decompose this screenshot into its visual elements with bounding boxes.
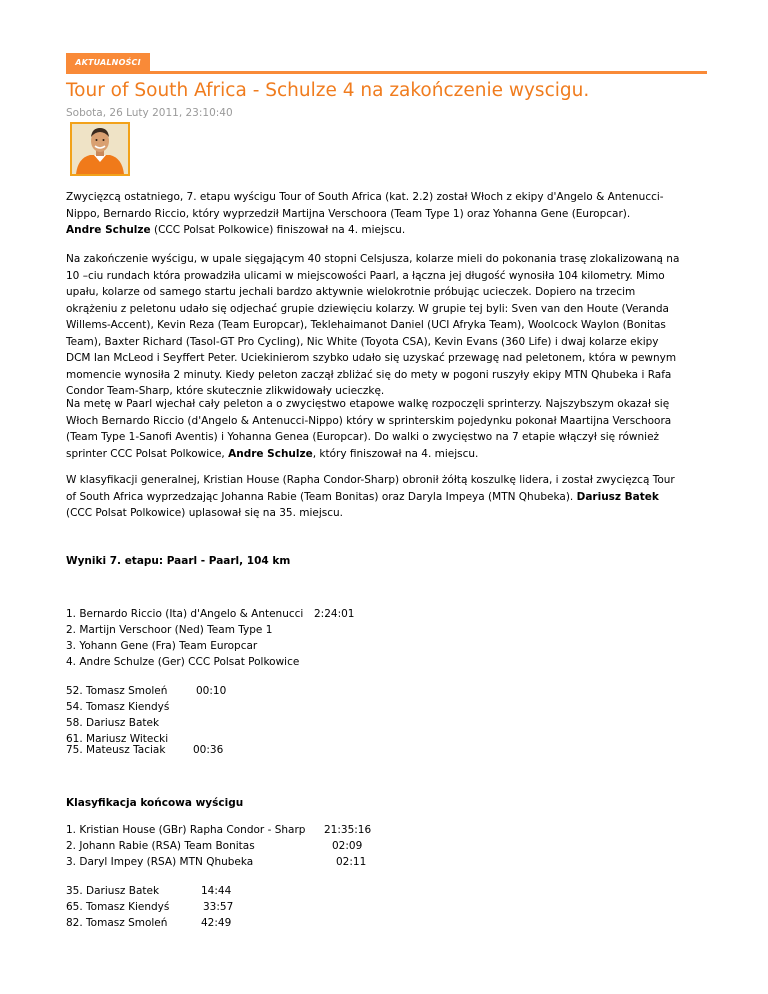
stage-polish-row: 52. Tomasz Smoleń [66,685,168,697]
p3-text-end: , który finiszował na 4. miejscu. [312,447,479,460]
final-result-row: 2. Johann Rabie (RSA) Team Bonitas [66,840,255,852]
stage-result-row: 2. Martijn Verschoor (Ned) Team Type 1 [66,624,273,636]
stage-polish-time: 00:36 [193,744,224,756]
p4-text-end: (CCC Polsat Polkowice) uplasował się na 35. miejscu. [66,507,344,519]
stage-result-row: 1. Bernardo Riccio (Ita) d'Angelo & Antenucci [66,608,304,620]
p4-rider-name: Dariusz Batek [576,490,659,503]
final-polish-row: 35. Dariusz Batek [66,885,160,897]
article-paragraph-1 [66,189,686,239]
article-paragraph-3 [66,396,686,462]
final-result-time: 02:09 [332,840,363,852]
p3-text: Na metę w Paarl wjechał cały peleton a o zwycięstwo etapowe walkę rozpoczęli sprinterzy. Najszybszym okazał się Włoch Bernardo Riccio (d'Angelo & Antenucci-Nippo) który w sprinterskim pojedynku pokonał Maartijna Verschoora (Team Type 1-Sanofi Aventis) i Yohanna Genea (Europcar). Do walki o zwycięstwo na 7 etapie włączył się również sprinter CCC Polsat Polkowice, [66,398,672,460]
final-polish-row: 65. Tomasz Kiendyś [66,901,170,913]
p1-rider-name: Andre Schulze [66,224,151,236]
section-divider [66,71,707,74]
section-bar [66,53,707,73]
final-polish-time: 42:49 [201,917,232,929]
section-tab-aktualnosci[interactable]: AKTUALNOŚCI [66,53,150,72]
stage-polish-row: 61. Mariusz Witecki [66,733,169,745]
stage-results-heading: Wyniki 7. etapu: Paarl - Paarl, 104 km [66,555,291,567]
final-polish-row: 82. Tomasz Smoleń [66,917,168,929]
stage-polish-time: 00:10 [196,685,227,697]
stage-winner-time: 2:24:01 [314,608,355,620]
final-polish-time: 33:57 [203,901,234,913]
final-classification-heading: Klasyfikacja końcowa wyścigu [66,797,244,809]
final-result-time: 21:35:16 [324,824,372,836]
rider-photo-icon [72,124,128,174]
p3-rider-name: Andre Schulze [228,447,313,460]
article-title: Tour of South Africa - Schulze 4 na zakończenie wyscigu. [66,80,590,101]
article-paragraph-2: Na zakończenie wyścigu, w upale sięgającym 40 stopni Celsjusza, kolarze mieli do pokonania trasę zlokalizowaną na 10 –ciu rundach która prowadziła ulicami w miejscowości Paarl, a łączna jej długość wynosiła 104 kilometry. Mimo upału, kolarze od samego startu jechali bardzo aktywnie wielokrotnie próbując ucieczek. Dopiero na trzecim okrążeniu z peletonu udało się odjechać grupie dziewięciu kolarzy. W grupie tej byli: Sven van den Houte (Veranda Willems-Accent), Kevin Reza (Team Europcar), Teklehaimanot Daniel (UCI Afryka Team), Woolcock Waylon (Bonitas Team), Baxter Richard (Tasol-GT Pro Cycling), Nic White (Toyota CSA), Kevin Evans (360 Life) i dwaj kolarze ekipy DCM Ian McLeod i Seyffert Peter. Uciekinierom szybko udało się uzyskać przewagę nad peletonem, która w pewnym momencie wynosiła 2 minuty. Kiedy peleton zaczął zbliżać się do mety w pogoni ruszyły ekipy MTN Qhubeka i Rafa Condor Team-Sharp, które skutecznie zlikwidowały ucieczkę. [66,253,680,397]
article-paragraph-4 [66,472,686,522]
stage-polish-row: 75. Mateusz Taciak [66,744,166,756]
final-result-row: 1. Kristian House (GBr) Rapha Condor - Sharp [66,824,306,836]
p4-text: W klasyfikacji generalnej, Kristian House (Rapha Condor-Sharp) obronił żółtą koszulkę lidera, i został zwycięzcą Tour of South Africa wyprzedzając Johanna Rabie (Team Bonitas) oraz Daryla Impeya (MTN Qhubeka). [66,474,675,503]
p1-text: Zwycięzcą ostatniego, 7. etapu wyścigu Tour of South Africa (kat. 2.2) został Włoch z ekipy d'Angelo & Antenucci-Nippo, Bernardo Riccio, który wyprzedził Martijna Verschoora (Team Type 1) oraz Yohanna Gene (Europcar). [66,191,664,220]
final-result-row: 3. Daryl Impey (RSA) MTN Qhubeka [66,856,254,868]
stage-polish-row: 58. Dariusz Batek [66,717,160,729]
final-polish-time: 14:44 [201,885,232,897]
p1-text-end: (CCC Polsat Polkowice) finiszował na 4. miejscu. [150,224,406,236]
final-result-time: 02:11 [336,856,367,868]
stage-polish-row: 54. Tomasz Kiendyś [66,701,170,713]
article-date: Sobota, 26 Luty 2011, 23:10:40 [66,107,233,119]
stage-result-row: 4. Andre Schulze (Ger) CCC Polsat Polkowice [66,656,300,668]
rider-photo [70,122,130,176]
stage-result-row: 3. Yohann Gene (Fra) Team Europcar [66,640,258,652]
